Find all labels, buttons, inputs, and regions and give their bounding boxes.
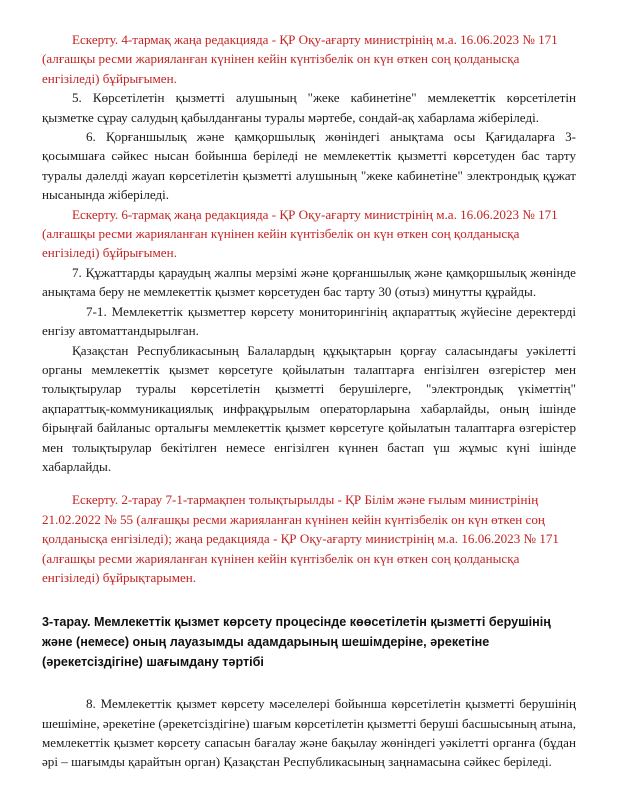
spacer xyxy=(42,672,576,694)
paragraph-item-5: 5. Көрсетілетін қызметті алушының "жеке кабинетіне" мемлекеттік көрсетілетін қызметке сұрау салудың қабылданғаны туралы мәртебе, сондай-ақ хабарлама жіберіледі. xyxy=(42,90,576,125)
paragraph-item-8: 8. Мемлекеттік қызмет көрсету мәселелері бойынша көрсетілетін қызметті берушінің шешіміне, әрекетіне (әрекетсіздігіне) шағым көрсетілетін қызметті беруші басшысының атына, мемлекеттік қызмет көрсету сапасын бағалау және бақылау жөніндегі уәкілетті органға (бұдан әрі – шағымды қарайтын орган) Қазақстан Республикасының заңнамасына сәйкес беріледі. xyxy=(42,696,576,770)
paragraph-item-7: 7. Құжаттарды қараудың жалпы мерзімі және қорғаншылық және қамқоршылық жөнінде анықтама беру не мемлекеттік қызмет көрсетуден бас тарту 30 (отыз) минутты құрайды. xyxy=(42,264,576,300)
paragraph-item-7-1-continued: Қазақстан Республикасының Балалардың құқықтарын қорғау саласындағы уәкілетті органы мемлекеттік қызмет көрсетуге қойылатын талаптарға енгізілген өзгерістер мен толықтырулар туралы көрсетілетін қызметті берушілерге, "электрондық үкіметтің" ақпараттық-коммуникациялық инфрақұрылым операторларына хабарлайды, оның ішінде бірыңғай байланыс орталығы мемлекеттік қызмет көрсетуге қойылатын талаптарға өзгерістер мен толықтырулар бекітілген немесе енгізілген күннен бастап үш жұмыс күні ішінде хабарлайды. xyxy=(42,342,576,474)
paragraph-item-6: 6. Қорғаншылық және қамқоршылық жөніндегі анықтама осы Қағидаларға 3-қосымшаға сәйкес нысан бойынша беріледі не мемлекеттік қызметті көрсетуден бас тарту туралы дәлелді жауап көрсетілетін қызметті алушының "жеке кабинетіне" электрондық құжат нысанында жіберіледі. xyxy=(42,129,576,203)
chapter-3-heading: 3-тарау. Мемлекеттік қызмет көрсету процесінде көөсетілетін қызметті берушінің және (немесе) оның лауазымды адамдарының шешімдеріне, әрекетіне (әрекетсіздігіне) шағымдану тәртібі xyxy=(42,615,551,669)
spacer xyxy=(42,587,576,613)
paragraph-item-7-1: 7-1. Мемлекеттік қызметтер көрсету мониторингінің ақпараттық жүйесіне деректерді енгізу автоматтандырылған. xyxy=(42,303,576,339)
amendment-note-item4: Ескерту. 4-тармақ жаңа редакцияда - ҚР Оқу-ағарту министрінің м.а. 16.06.2023 № 171 (алғашқы ресми жарияланған күнінен кейін күнтізбелік он күн өткен соң қолданысқа енгізіледі) бұйрығымен. xyxy=(42,32,558,86)
amendment-note-item6: Ескерту. 6-тармақ жаңа редакцияда - ҚР Оқу-ағарту министрінің м.а. 16.06.2023 № 171 (алғашқы ресми жарияланған күнінен кейін күнтізбелік он күн өткен соң қолданысқа енгізіледі) бұйрығымен. xyxy=(42,206,558,261)
spacer xyxy=(42,476,576,490)
amendment-note-chapter2: Ескерту. 2-тарау 7-1-тармақпен толықтырылды - ҚР Білім және ғылым министрінің 21.02.2022 № 55 (алғашқы ресми жарияланған күнінен кейін күнтізбелік он күн өткен соң қолданысқа енгізіледі); жаңа редакцияда - ҚР Оқу-ағарту министрінің м.а. 16.06.2023 № 171 (алғашқы ресми жарияланған күнінен кейін күнтізбелік он күн өткен соң қолданысқа енгізіледі) бұйрықтарымен. xyxy=(42,492,559,585)
document-body xyxy=(42,30,576,772)
